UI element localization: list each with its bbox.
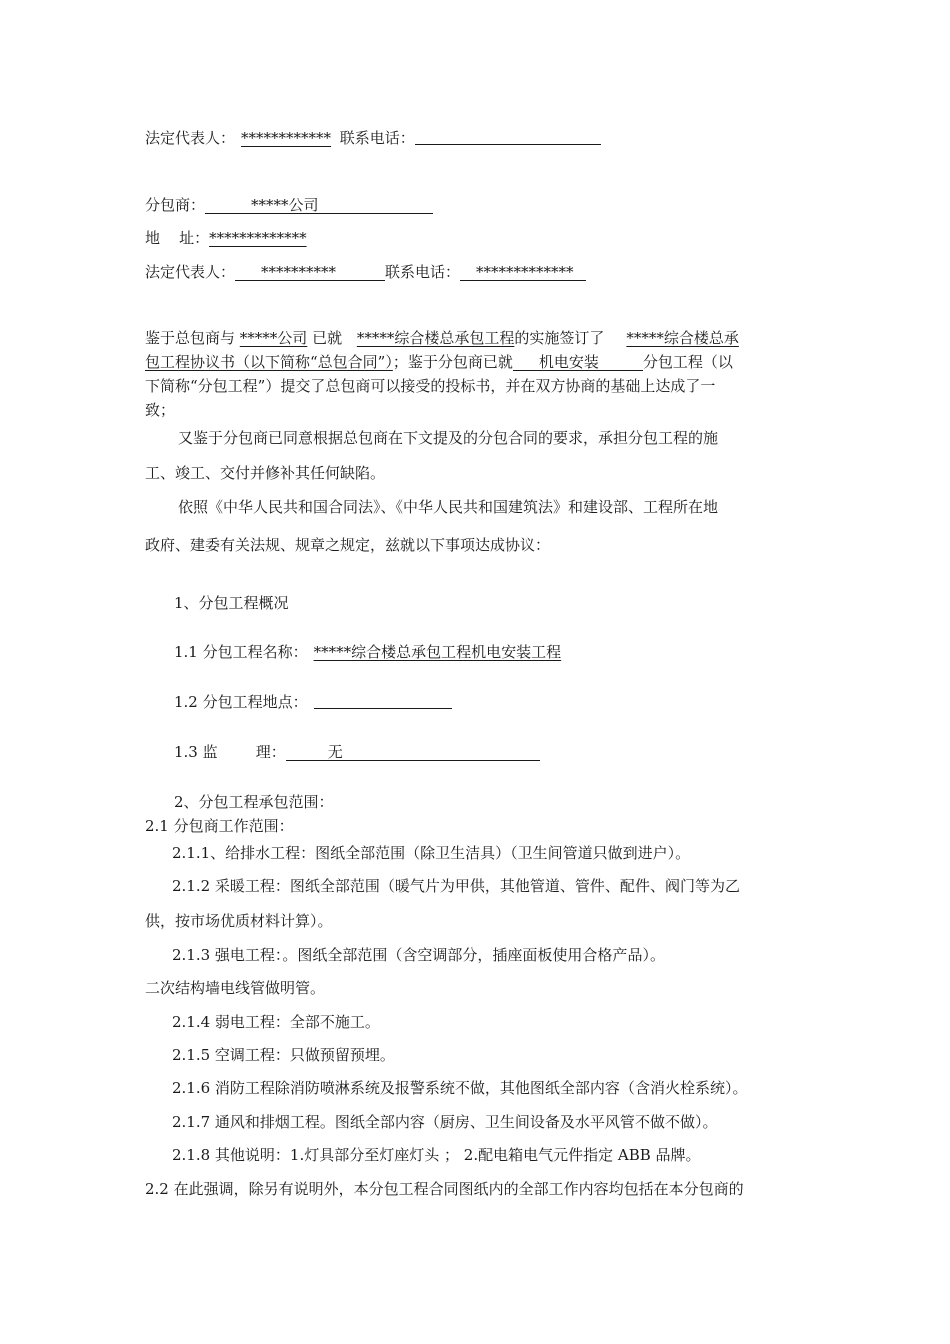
preamble-text: ；鉴于分包商已就 xyxy=(392,353,513,371)
preamble-line-2 xyxy=(145,352,733,372)
supervision-line xyxy=(174,742,540,762)
section-2-heading: 2、分包工程承包范围： xyxy=(174,793,334,811)
subcontractor-phone-value: ************* xyxy=(476,263,574,281)
project-name-line xyxy=(174,642,561,662)
subcontract-scope-value: 机电安装 xyxy=(538,353,599,371)
subcontractor-address-value: ************* xyxy=(209,229,307,247)
section-2-1-5: 2.1.5 空调工程：只做预留预埋。 xyxy=(172,1046,395,1064)
preamble-text: 的实施签订了 xyxy=(514,329,605,347)
paragraph-3-line-1: 依照《中华人民共和国合同法》、《中华人民共和国建筑法》和建设部、工程所在地 xyxy=(178,498,719,516)
section-2-1-1: 2.1.1、给排水工程：图纸全部范围（除卫生洁具）（卫生间管道只做到进户）。 xyxy=(172,844,691,862)
paragraph-2-line-2: 工、竣工、交付并修补其任何缺陷。 xyxy=(145,464,386,482)
preamble-text: 分包工程（以 xyxy=(642,353,733,371)
contractor-phone-blank xyxy=(415,130,601,145)
main-project-name: *****综合楼总承包工程 xyxy=(356,329,515,347)
preamble-line-1 xyxy=(145,328,739,348)
agreement-name: *****综合楼总承 xyxy=(626,329,739,347)
project-location-line xyxy=(174,692,452,712)
subcontractor-name-label: 分包商： xyxy=(145,196,206,214)
subcontractor-name-value: *****公司 xyxy=(251,196,319,214)
agreement-name-cont: 包工程协议书（以下简称“总包合同”） xyxy=(145,353,393,371)
preamble-line-3: 下简称“分包工程”）提交了总包商可以接受的投标书，并在双方协商的基础上达成了一 xyxy=(145,377,716,395)
project-name-label: 1.1 分包工程名称： xyxy=(174,643,308,661)
contractor-rep-label: 法定代表人： xyxy=(145,129,236,147)
preamble-line-4: 致； xyxy=(145,401,176,419)
subcontractor-rep-label: 法定代表人： xyxy=(145,263,236,281)
project-location-blank xyxy=(314,694,452,709)
contractor-rep-value: ************ xyxy=(241,129,332,147)
section-2-1: 2.1 分包商工作范围： xyxy=(145,817,294,835)
preamble-text: 鉴于总包商与 xyxy=(145,329,240,347)
paragraph-3-line-2: 政府、建委有关法规、规章之规定，兹就以下事项达成协议： xyxy=(145,536,551,554)
subcontractor-name-line xyxy=(145,195,433,215)
section-1-heading: 1、分包工程概况 xyxy=(174,594,289,612)
general-contractor-name: *****公司 xyxy=(239,329,308,347)
subcontractor-address-label: 地 址： xyxy=(145,229,210,247)
section-2-1-3: 2.1.3 强电工程：。图纸全部范围（含空调部分，插座面板使用合格产品）。 xyxy=(172,946,665,964)
section-2-2: 2.2 在此强调，除另有说明外，本分包工程合同图纸内的全部工作内容均包括在本分包商的 xyxy=(145,1180,744,1198)
supervision-value: 无 xyxy=(327,743,343,761)
subcontractor-rep-value: ********** xyxy=(261,263,337,281)
supervision-label: 1.3 监 理： xyxy=(174,743,286,761)
section-2-1-2-line-2: 供，按市场优质材料计算）。 xyxy=(145,912,333,930)
contractor-phone-label: 联系电话： xyxy=(335,129,415,147)
section-2-1-6: 2.1.6 消防工程除消防喷淋系统及报警系统不做，其他图纸全部内容（含消火栓系统）。 xyxy=(172,1079,748,1097)
paragraph-2-line-1: 又鉴于分包商已同意根据总包商在下文提及的分包合同的要求，承担分包工程的施 xyxy=(178,429,719,447)
section-2-1-4: 2.1.4 弱电工程：全部不施工。 xyxy=(172,1013,380,1031)
section-2-1-3-note: 二次结构墙电线管做明管。 xyxy=(145,979,326,997)
contractor-rep-line xyxy=(145,128,601,148)
subcontractor-phone-label: 联系电话： xyxy=(385,263,461,281)
section-2-1-2-line-1: 2.1.2 采暖工程：图纸全部范围（暖气片为甲供，其他管道、管件、配件、阀门等为乙 xyxy=(172,877,740,895)
subcontractor-address-line xyxy=(145,228,307,248)
subcontractor-rep-line xyxy=(145,262,586,282)
project-name-value: *****综合楼总承包工程机电安装工程 xyxy=(313,643,562,661)
preamble-text: 已就 xyxy=(307,329,347,347)
section-2-1-7: 2.1.7 通风和排烟工程。图纸全部内容（厨房、卫生间设备及水平风管不做不做）。 xyxy=(172,1113,718,1131)
section-2-1-8: 2.1.8 其他说明：1.灯具部分至灯座灯头 ； 2.配电箱电气元件指定 ABB 品牌。 xyxy=(172,1146,701,1164)
project-location-label: 1.2 分包工程地点： xyxy=(174,693,308,711)
